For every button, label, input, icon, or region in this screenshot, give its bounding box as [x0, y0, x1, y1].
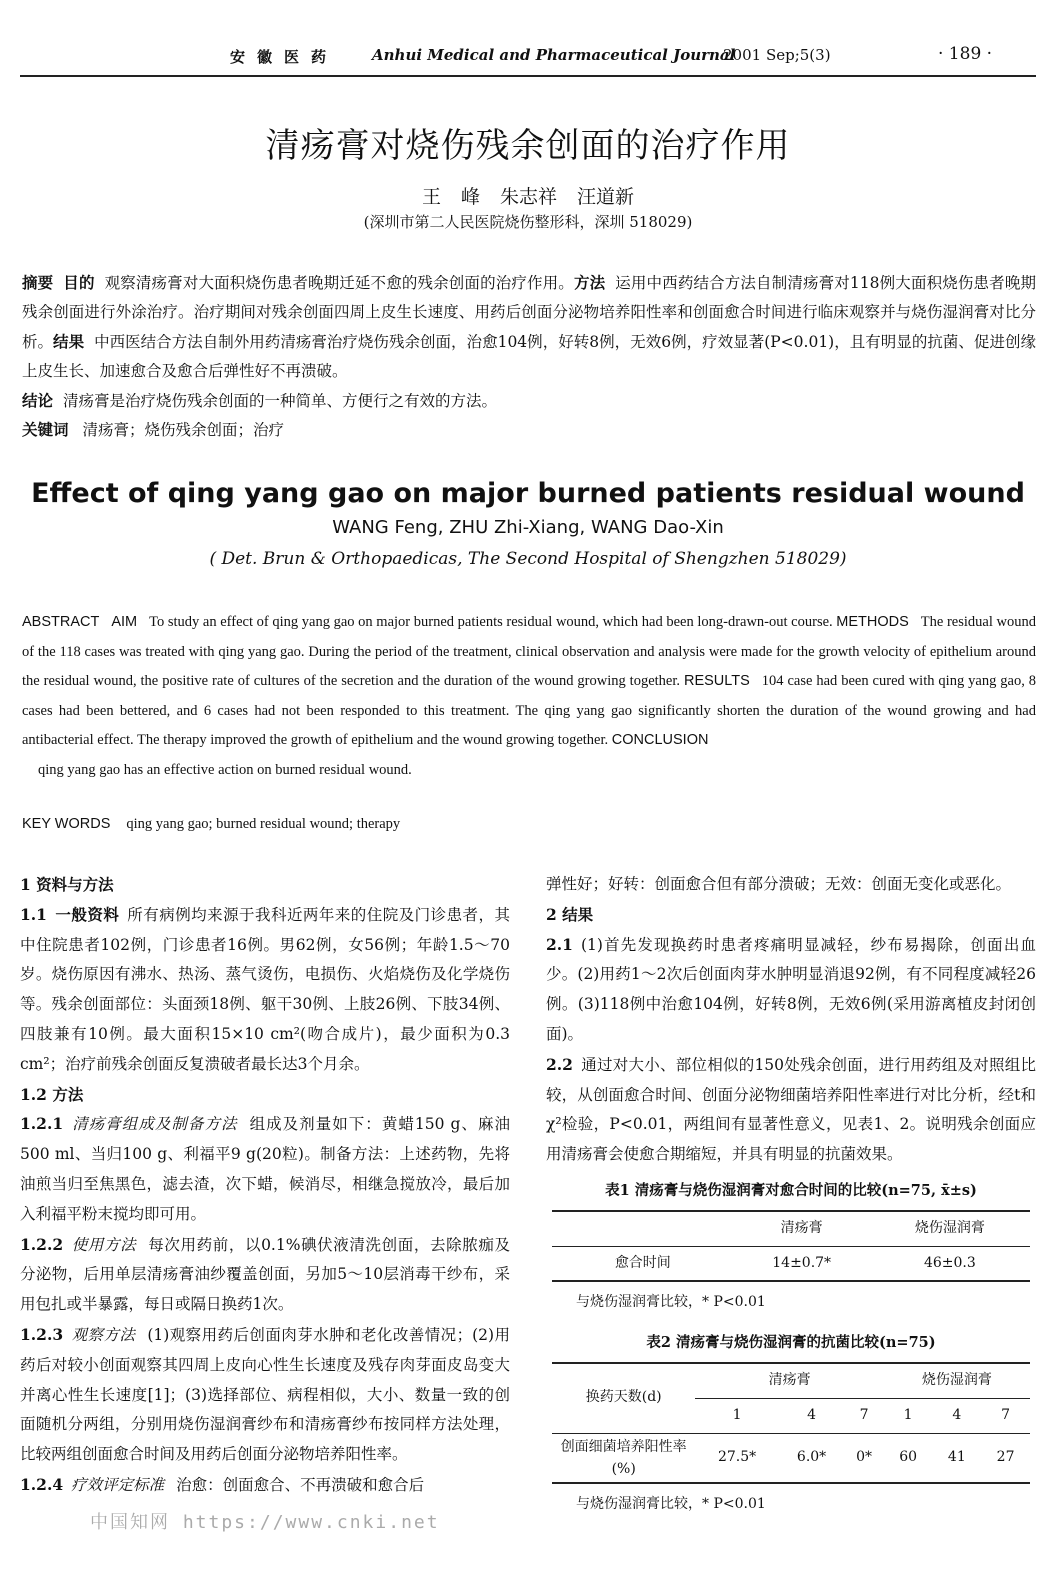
- table-1-caption: 表1 清疡膏与烧伤湿润膏对愈合时间的比较(n=75, x̄±s): [605, 1181, 977, 1199]
- section-1-2-4-title: 疗效评定标准: [71, 1475, 165, 1494]
- table-2-group-1: 清疡膏: [695, 1363, 883, 1398]
- section-2-2-number: 2.2: [546, 1054, 573, 1074]
- method-label: 方法: [573, 273, 606, 292]
- table-2-day: 1: [732, 1406, 742, 1423]
- section-1-2-4: [20, 1470, 510, 1501]
- section-1-2-1-title: 清疡膏组成及制备方法: [71, 1115, 238, 1134]
- section-1-2-1-number: 1.2.1: [20, 1114, 64, 1134]
- watermark: 中国知网 https://www.cnki.net: [90, 1512, 440, 1533]
- section-1-2-3: [20, 1320, 510, 1470]
- results-en-label: RESULTS: [683, 673, 750, 690]
- keywords-en-label: KEY WORDS: [22, 816, 111, 832]
- english-affiliation: ( Det. Brun & Orthopaedicas, The Second Hospital of Shengzhen 518029): [209, 549, 847, 569]
- section-1-2-heading: 1.2 方法: [20, 1084, 84, 1104]
- section-1-2-4-text: 治愈：创面愈合、不再溃破和愈合后: [176, 1475, 425, 1494]
- result-label: 结果: [53, 332, 85, 351]
- keywords-en-text: qing yang gao; burned residual wound; therapy: [126, 816, 401, 832]
- right-column: [546, 870, 1036, 1519]
- table-1-header-group-2: 烧伤湿润膏: [870, 1211, 1030, 1246]
- aim-en-label: AIM: [111, 614, 138, 630]
- english-keywords: [22, 816, 400, 833]
- aim-text: 观察清疡膏对大面积烧伤患者晚期迁延不愈的残余创面的治疗作用。: [104, 274, 574, 292]
- table-2-day: 4: [952, 1406, 962, 1423]
- authors: 王 峰 朱志祥 汪道新: [421, 186, 635, 208]
- table-2-cell: 60: [884, 1433, 933, 1483]
- table-1-row-label: 愈合时间: [552, 1246, 734, 1281]
- table-2-cell: 0*: [844, 1433, 883, 1483]
- affiliation: (深圳市第二人民医院烧伤整形科，深圳 518029): [363, 213, 693, 231]
- section-1-2-1: [20, 1109, 510, 1229]
- section-1-2-2: [20, 1230, 510, 1320]
- abstract-cn: [22, 268, 1036, 416]
- table-2-day: 1: [903, 1406, 913, 1423]
- table-2-day: 7: [859, 1406, 869, 1423]
- abstract-label: 摘要: [22, 273, 54, 292]
- table-2: [552, 1362, 1030, 1484]
- keywords-cn: [22, 418, 1036, 440]
- table-2-group-2: 烧伤湿润膏: [884, 1363, 1030, 1398]
- section-2-1-text: (1)首先发现换药时患者疼痛明显减轻，纱布易揭除，创面出血少。(2)用药1～2次后创面肉芽水肿明显消退92例，有不同程度减轻26例。(3)118例中治愈104例，好转8例，无效6例(采用游离植皮封闭创面)。: [546, 935, 1036, 1043]
- english-abstract: [22, 608, 1036, 786]
- section-1-1-title: 一般资料: [54, 904, 120, 924]
- section-2-2: [546, 1050, 1036, 1170]
- section-2-2-text: 通过对大小、部位相似的150处残余创面，进行用药组及对照组比较，从创面愈合时间、创面分泌物细菌培养阳性率进行对比分析，经t和χ²检验，P<0.01，两组间有显著性意义，见表1、2。说明残余创面应用清疡膏会使愈合期缩短，并具有明显的抗菌效果。: [546, 1055, 1036, 1164]
- keywords-label: 关键词: [22, 420, 69, 439]
- result-text: 中西医结合方法自制外用药清疡膏治疗烧伤残余创面，治愈104例，好转8例，无效6例，疗效显著(P<0.01)，且有明显的抗菌、促进创缘上皮生长、加速愈合及愈合后弹性好不再溃破。: [22, 333, 1036, 380]
- table-2-row-label: 创面细菌培养阳性率(%): [552, 1433, 695, 1483]
- methods-en-text: The residual wound of the 118 cases was treated with qing yang gao. During the period of the treatment, clinical observation and analysis were made for the growth velocity of epithelium around the residual wound, the positive rate of cultures of the secretion and the duration of the wound growing together.: [22, 614, 1036, 690]
- table-1-note: 与烧伤湿润膏比较，* P<0.01: [576, 1294, 766, 1311]
- section-1-heading: 1 资料与方法: [20, 875, 114, 894]
- table-1-header-blank: [552, 1211, 734, 1246]
- header-rule: [20, 75, 1036, 77]
- section-1-2-1-text: 组成及剂量如下：黄蜡150 g、麻油500 ml、当归100 g、利福平9 g(20粒)。制备方法：上述药物，先将油煎当归至焦黑色，滤去渣，次下蜡，候消尽，相继急搅放冷，最后加入利福平粉末搅均即可用。: [20, 1115, 510, 1223]
- article-title: 清疡膏对烧伤残余创面的治疗作用: [265, 126, 791, 166]
- section-2-1-number: 2.1: [546, 934, 573, 954]
- conclusion-label: 结论: [22, 391, 54, 410]
- conclusion-en-text: qing yang gao has an effective action on burned residual wound.: [38, 761, 412, 778]
- method-text: 运用中西药结合方法自制清疡膏对118例大面积烧伤患者晚期残余创面进行外涂治疗。治疗期间对残余创面四周上皮生长速度、用药后创面分泌物培养阳性率和创面愈合时间进行临床观察并与烧伤湿润膏对比分析。: [22, 274, 1036, 351]
- methods-en-label: METHODS: [836, 614, 909, 630]
- section-1-2-2-title: 使用方法: [71, 1235, 137, 1254]
- conclusion-en-label: CONCLUSION: [611, 732, 709, 749]
- journal-issue: 2001 Sep;5(3): [723, 46, 831, 64]
- journal-name-en: Anhui Medical and Pharmaceutical Journal: [372, 46, 736, 64]
- section-1-2-3-title: 观察方法: [71, 1325, 136, 1344]
- section-1-2-2-text: 每次用药前，以0.1%碘伏液清洗创面，去除脓痂及分泌物，后用单层清疡膏油纱覆盖创面，另加5～10层消毒干纱布，采用包扎或半暴露，每日或隔日换药1次。: [20, 1235, 510, 1314]
- table-1: [552, 1210, 1030, 1283]
- section-2-heading: 2 结果: [546, 904, 594, 924]
- journal-name-cn: 安徽医药: [230, 48, 339, 66]
- english-title: Effect of qing yang gao on major burned patients residual wound: [31, 478, 1025, 509]
- section-1-1: [20, 900, 510, 1080]
- section-2-1: [546, 930, 1036, 1050]
- table-1-header-group-1: 清疡膏: [734, 1211, 870, 1246]
- table-1-cell: 14±0.7*: [734, 1246, 870, 1281]
- table-2-row-header: 换药天数(d): [552, 1363, 695, 1433]
- table-2-caption: 表2 清疡膏与烧伤湿润膏的抗菌比较(n=75): [646, 1334, 936, 1352]
- table-2-cell: 27: [981, 1433, 1030, 1483]
- page-number: · 189 ·: [938, 44, 993, 64]
- table-2-note: 与烧伤湿润膏比较，* P<0.01: [576, 1495, 766, 1512]
- table-2-cell: 27.5*: [695, 1433, 778, 1483]
- running-header: [0, 44, 1056, 74]
- section-1-2-3-number: 1.2.3: [20, 1324, 64, 1344]
- section-1-2-4-continued: 弹性好；好转：创面愈合但有部分溃破；无效：创面无变化或恶化。: [546, 875, 1012, 893]
- section-1-2-3-text: (1)观察用药后创面肉芽水肿和老化改善情况；(2)用药后对较小创面观察其四周上皮向心性生长速度及残存肉芽面皮岛变大并离心性生长速度[1]；(3)选择部位、病程相似，大小、数量一致的创面随机分两组，分别用烧伤湿润膏纱布和清疡膏纱布按同样方法处理，比较两组创面愈合时间及用药后创面分泌物培养阳性率。: [20, 1325, 510, 1464]
- conclusion-text: 清疡膏是治疗烧伤残余创面的一种简单、方便行之有效的方法。: [63, 392, 498, 410]
- table-1-cell: 46±0.3: [870, 1246, 1030, 1281]
- section-1-2-4-number: 1.2.4: [20, 1474, 64, 1494]
- abstract-en-label: ABSTRACT: [22, 614, 100, 630]
- keywords-text: 清疡膏；烧伤残余创面；治疗: [82, 421, 285, 439]
- aim-label: 目的: [63, 273, 95, 292]
- english-authors: WANG Feng, ZHU Zhi-Xiang, WANG Dao-Xin: [332, 517, 724, 538]
- table-2-day: 4: [807, 1406, 817, 1423]
- table-2-cell: 6.0*: [779, 1433, 845, 1483]
- section-1-2-2-number: 1.2.2: [20, 1234, 64, 1254]
- table-2-day: 7: [1001, 1406, 1011, 1423]
- section-1-1-text: 所有病例均来源于我科近两年来的住院及门诊患者，其中住院患者102例，门诊患者16例。男62例，女56例；年龄1.5～70岁。烧伤原因有沸水、热汤、蒸气烫伤，电损伤、火焰烧伤及化学烧伤等。残余创面部位：头面颈18例、躯干30例、上肢26例、下肢34例、四肢兼有10例。最大面积15×10 cm²(吻合成片)，最少面积为0.3 cm²；治疗前残余创面反复溃破者最长达3个月余。: [20, 905, 510, 1073]
- table-2-cell: 41: [932, 1433, 981, 1483]
- aim-en-text: To study an effect of qing yang gao on major burned patients residual wound, which had been long-drawn-out course.: [149, 614, 833, 630]
- section-1-1-number: 1.1: [20, 904, 47, 924]
- results-en-text: 104 case had been cured with qing yang gao, 8 cases had been bettered, and 6 cases had not been responded to this treatment. The qing yang gao significantly shorten the duration of the wound growing and had antibacterial effect. The therapy improved the growth of epithelium and the wound growing together.: [22, 673, 1037, 749]
- left-column: [20, 870, 510, 1501]
